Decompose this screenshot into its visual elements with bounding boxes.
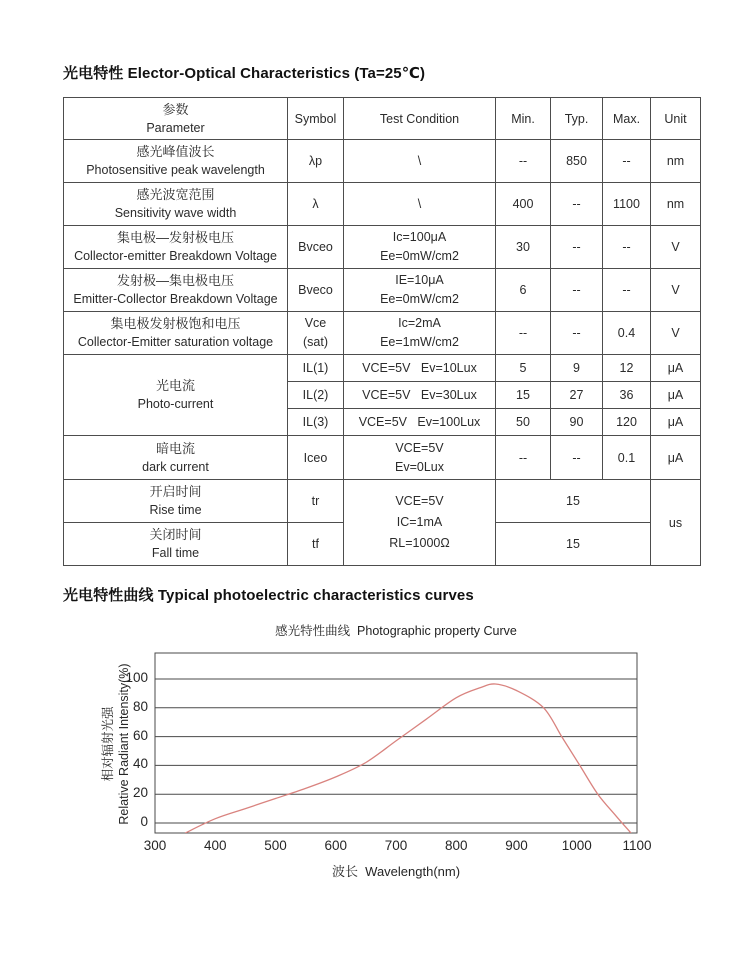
cell-typ: 27: [551, 382, 603, 409]
param-en: Fall time: [151, 546, 200, 560]
x-tick-300: 300: [143, 838, 167, 853]
row-dark-current: [64, 436, 701, 480]
cell-typ: --: [551, 226, 603, 269]
cell-test-condition: \: [344, 140, 496, 183]
cell-test-condition: \: [344, 183, 496, 226]
cell-min: --: [496, 436, 551, 480]
chart-title: 感光特性曲线 Photographic property Curve: [275, 624, 517, 638]
cell-min: --: [496, 140, 551, 183]
cell-symbol: Bveco: [288, 269, 344, 312]
cell-parameter: [64, 436, 288, 480]
cell-symbol: tf: [288, 523, 344, 566]
cell-typ: --: [551, 269, 603, 312]
cell-unit: μA: [651, 409, 701, 436]
cell-parameter: [64, 140, 288, 183]
cell-parameter: [64, 480, 288, 523]
cell-test-condition-switching: [344, 480, 496, 566]
cell-typ: 9: [551, 355, 603, 382]
x-tick-1100: 1100: [622, 838, 652, 853]
param-en: Collector-emitter Breakdown Voltage: [74, 249, 277, 263]
cell-test-condition: VCE=5V Ev=10Lux: [344, 355, 496, 382]
cell-parameter: [64, 312, 288, 355]
electro-optical-table: [63, 97, 701, 566]
electro-optical-section-title: 光电特性 Elector-Optical Characteristics (Ta=25℃): [63, 65, 426, 82]
header-parameter: [64, 98, 288, 140]
header-symbol: Symbol: [288, 98, 344, 140]
cell-min: 15: [496, 382, 551, 409]
test-line-1: Ic=2mA: [398, 316, 441, 330]
row-rise-time: [64, 480, 701, 523]
cell-unit: μA: [651, 355, 701, 382]
cell-unit: V: [651, 269, 701, 312]
cell-test-condition: [344, 226, 496, 269]
test-line-2: Ee=0mW/cm2: [380, 292, 459, 306]
cell-value-rise: 15: [496, 480, 651, 523]
header-parameter-en: Parameter: [146, 120, 205, 135]
x-tick-700: 700: [384, 838, 408, 853]
param-zh: 发射极—集电极电压: [116, 273, 234, 288]
photographic-property-chart: [0, 640, 750, 920]
cell-typ: --: [551, 312, 603, 355]
param-zh: 集电极发射极饱和电压: [110, 316, 241, 331]
table-header-row: [64, 98, 701, 140]
test-line-1: VCE=5V: [395, 440, 444, 455]
test-line-1: IE=10μA: [395, 273, 444, 287]
cell-symbol: λp: [288, 140, 344, 183]
test-line-3: RL=1000Ω: [389, 536, 450, 550]
cell-test-condition: VCE=5V Ev=100Lux: [344, 409, 496, 436]
header-unit: Unit: [651, 98, 701, 140]
cell-value-fall: 15: [496, 523, 651, 566]
cell-min: 50: [496, 409, 551, 436]
curves-section-title: 光电特性曲线 Typical photoelectric characteristics curves: [63, 587, 474, 604]
x-tick-500: 500: [264, 838, 287, 853]
row-vce-sat: [64, 312, 701, 355]
row-bvceo: [64, 226, 701, 269]
param-en: Collector-Emitter saturation voltage: [77, 335, 274, 349]
cell-test-condition: VCE=5V Ev=30Lux: [344, 382, 496, 409]
cell-test-condition: [344, 436, 496, 480]
cell-symbol: λ: [288, 183, 344, 226]
param-en: dark current: [142, 459, 209, 474]
cell-min: 30: [496, 226, 551, 269]
row-photo-current-il1: [64, 355, 701, 382]
x-tick-1000: 1000: [561, 838, 592, 853]
cell-max: 36: [603, 382, 651, 409]
param-zh: 感光峰值波长: [136, 144, 215, 159]
cell-max: --: [603, 140, 651, 183]
cell-test-condition: [344, 269, 496, 312]
cell-parameter: [64, 269, 288, 312]
cell-max: 1100: [603, 183, 651, 226]
cell-symbol: IL(3): [288, 409, 344, 436]
header-typ: Typ.: [551, 98, 603, 140]
y-tick-60: 60: [132, 727, 148, 743]
cell-symbol: IL(2): [288, 382, 344, 409]
cell-max: --: [603, 226, 651, 269]
y-tick-100: 100: [125, 670, 148, 685]
cell-parameter: [64, 183, 288, 226]
y-tick-40: 40: [132, 756, 148, 772]
header-max: Max.: [603, 98, 651, 140]
test-line-2: IC=1mA: [396, 515, 443, 529]
param-en: Photosensitive peak wavelength: [86, 163, 265, 177]
x-axis-label: 波长 Wavelength(nm): [331, 864, 461, 879]
param-en: Sensitivity wave width: [114, 206, 237, 220]
cell-max: --: [603, 269, 651, 312]
intensity-curve: [185, 684, 631, 833]
cell-min: 400: [496, 183, 551, 226]
param-zh: 光电流: [155, 378, 195, 393]
cell-test-condition: [344, 312, 496, 355]
test-line-1: VCE=5V: [395, 494, 444, 508]
cell-symbol: [288, 312, 344, 355]
cell-typ: 850: [551, 140, 603, 183]
cell-typ: --: [551, 436, 603, 480]
cell-parameter-photo-current: [64, 355, 288, 436]
x-tick-600: 600: [324, 838, 348, 853]
param-en: Emitter-Collector Breakdown Voltage: [73, 292, 278, 306]
param-zh: 感光波宽范围: [136, 187, 215, 202]
test-line-2: Ee=1mW/cm2: [380, 335, 459, 349]
cell-unit: nm: [651, 140, 701, 183]
param-en: Photo-current: [137, 397, 214, 411]
symbol-line-2: (sat): [303, 335, 328, 349]
y-tick-80: 80: [132, 698, 148, 714]
param-zh: 关闭时间: [149, 527, 202, 542]
plot-border: [155, 653, 637, 833]
y-axis-label-en: Relative Radiant Intensity(%): [117, 663, 131, 825]
cell-unit-switching: us: [651, 480, 701, 566]
cell-unit: V: [651, 312, 701, 355]
test-line-2: Ee=0mW/cm2: [380, 249, 459, 263]
param-zh: 集电极—发射极电压: [116, 230, 234, 245]
cell-max: 0.1: [603, 436, 651, 480]
symbol-line-1: Vce: [304, 316, 327, 330]
cell-parameter: [64, 523, 288, 566]
param-en: Rise time: [149, 503, 202, 517]
x-tick-900: 900: [505, 838, 528, 853]
y-tick-0: 0: [140, 814, 148, 829]
param-zh: 暗电流: [155, 440, 195, 456]
header-parameter-zh: 参数: [162, 101, 189, 117]
row-wave-width: [64, 183, 701, 226]
cell-symbol: Iceo: [288, 436, 344, 480]
cell-max: 0.4: [603, 312, 651, 355]
test-line-2: Ev=0Lux: [395, 459, 444, 474]
y-tick-20: 20: [132, 785, 148, 801]
row-bveco: [64, 269, 701, 312]
cell-max: 12: [603, 355, 651, 382]
x-tick-800: 800: [444, 838, 468, 853]
cell-typ: --: [551, 183, 603, 226]
cell-min: 5: [496, 355, 551, 382]
cell-unit: nm: [651, 183, 701, 226]
test-line-1: Ic=100μA: [392, 230, 447, 244]
cell-max: 120: [603, 409, 651, 436]
cell-parameter: [64, 226, 288, 269]
cell-min: --: [496, 312, 551, 355]
cell-symbol: tr: [288, 480, 344, 523]
header-test-condition: Test Condition: [344, 98, 496, 140]
row-peak-wavelength: [64, 140, 701, 183]
header-min: Min.: [496, 98, 551, 140]
x-tick-400: 400: [203, 838, 227, 853]
param-zh: 开启时间: [149, 484, 202, 499]
y-axis-label-zh: 相对辐射光强: [101, 706, 115, 782]
cell-symbol: IL(1): [288, 355, 344, 382]
cell-min: 6: [496, 269, 551, 312]
cell-symbol: Bvceo: [288, 226, 344, 269]
cell-unit: μA: [651, 436, 701, 480]
cell-typ: 90: [551, 409, 603, 436]
cell-unit: V: [651, 226, 701, 269]
cell-unit: μA: [651, 382, 701, 409]
